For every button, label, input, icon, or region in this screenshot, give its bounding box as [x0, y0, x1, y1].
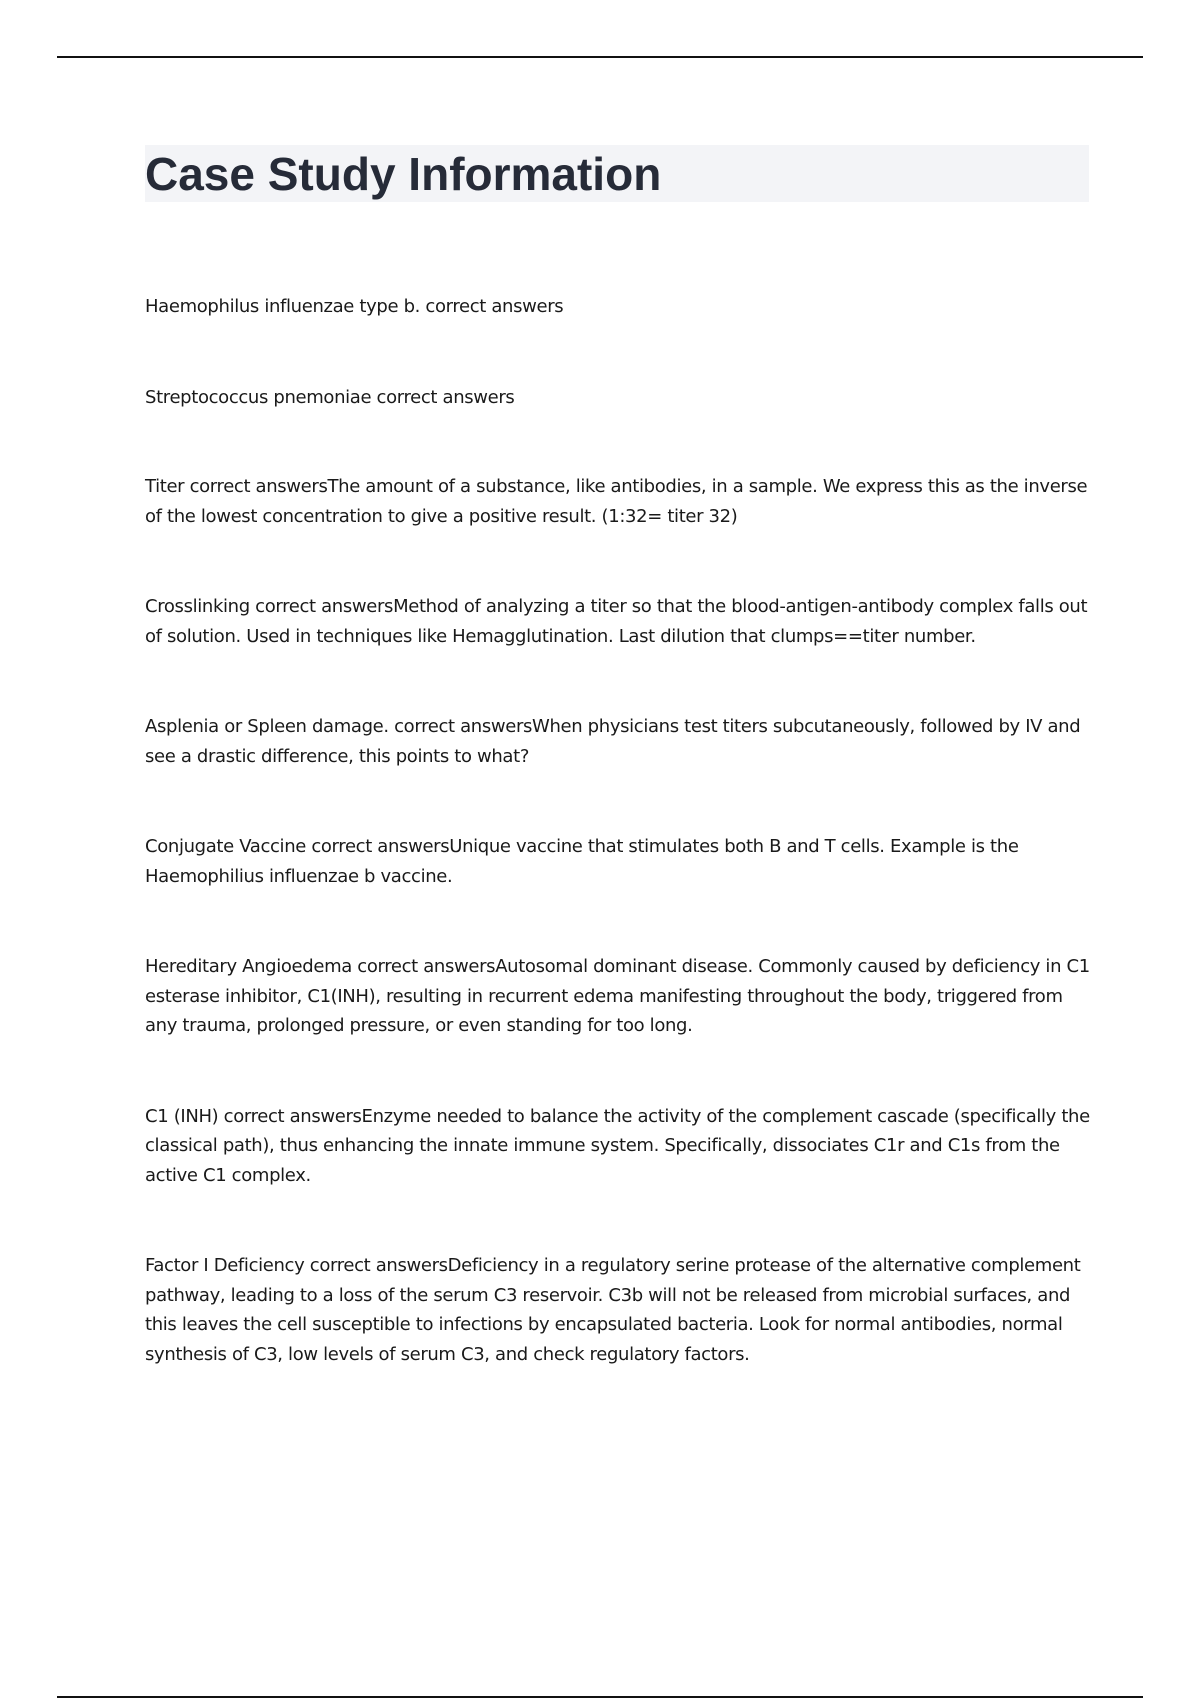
qa-entry: Conjugate Vaccine correct answersUnique vaccine that stimulates both B and T cells. Example is the Haemophilius influenzae b vaccine.: [145, 836, 1019, 887]
qa-entry: Streptococcus pnemoniae correct answers: [145, 386, 515, 408]
qa-entry: Hereditary Angioedema correct answersAutosomal dominant disease. Commonly caused by deficiency in C1 esterase inhibitor, C1(INH), resulting in recurrent edema manifesting throughout the body, triggered from any trauma, prolonged pressure, or even standing for too long.: [145, 956, 1090, 1036]
qa-entry: Crosslinking correct answersMethod of analyzing a titer so that the blood-antigen-antibody complex falls out of solution. Used in techniques like Hemagglutination. Last dilution that clumps==titer number.: [145, 596, 1088, 647]
qa-entry: Titer correct answersThe amount of a substance, like antibodies, in a sample. We express this as the inverse of the lowest concentration to give a positive result. (1:32= titer 32): [145, 476, 1088, 527]
qa-entry: Asplenia or Spleen damage. correct answersWhen physicians test titers subcutaneously, followed by IV and see a drastic difference, this points to what?: [145, 716, 1081, 767]
qa-entry: Haemophilus influenzae type b. correct answers: [145, 296, 564, 317]
bottom-divider: [57, 1696, 1143, 1698]
qa-entry: C1 (INH) correct answersEnzyme needed to balance the activity of the complement cascade (specifically the classical path), thus enhancing the innate immune system. Specifically, dissociates C1r and C1s from the active C1 complex.: [145, 1105, 1090, 1186]
qa-entry-list: [145, 292, 1095, 1430]
page-title: Case Study Information: [145, 148, 662, 200]
qa-entry: Factor I Deficiency correct answersDeficiency in a regulatory serine protease of the alternative complement pathway, leading to a loss of the serum C3 reservoir. C3b will not be released from microbial surfaces, and this leaves the cell susceptible to infections by encapsulated bacteria. Look for normal antibodies, normal synthesis of C3, low levels of serum C3, and check regulatory factors.: [145, 1255, 1081, 1365]
top-divider: [57, 56, 1143, 58]
